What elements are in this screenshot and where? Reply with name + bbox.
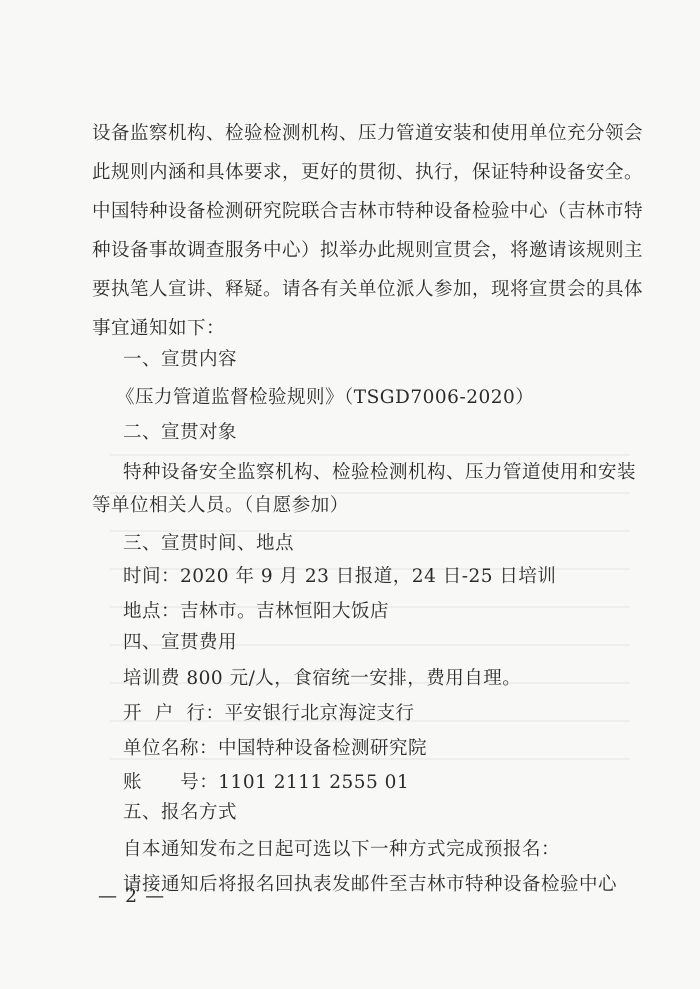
section-heading-5: 五、报名方式 xyxy=(123,802,238,823)
payee-line: 单位名称：中国特种设备检测研究院 xyxy=(123,738,428,759)
time-line: 时间：2020 年 9 月 23 日报道，24 日-25 日培训 xyxy=(123,566,557,587)
regulation-title: 《压力管道监督检验规则》（TSGD7006-2020） xyxy=(116,387,535,408)
page-number: — 2 — xyxy=(98,885,166,907)
section-heading-3: 三、宣贯时间、地点 xyxy=(123,533,295,554)
body-line-6: 事宜通知如下： xyxy=(92,318,226,339)
body-line-4: 种设备事故调查服务中心）拟举办此规则宣贯会，将邀请该规则主 xyxy=(92,240,644,261)
audience-line-2: 等单位相关人员。（自愿参加） xyxy=(92,495,349,516)
registration-line-1: 自本通知发布之日起可选以下一种方式完成预报名： xyxy=(123,839,561,860)
body-line-2: 此规则内涵和具体要求，更好的贯彻、执行，保证特种设备安全。 xyxy=(92,162,644,183)
section-heading-1: 一、宣贯内容 xyxy=(123,349,238,370)
section-heading-2: 二、宣贯对象 xyxy=(123,422,238,443)
registration-line-2: 请接通知后将报名回执表发邮件至吉林市特种设备检验中心 xyxy=(123,874,618,895)
audience-line-1: 特种设备安全监察机构、检验检测机构、压力管道使用和安装 xyxy=(123,462,637,483)
bank-line: 开 户 行：平安银行北京海淀支行 xyxy=(123,703,415,724)
account-line: 账 号：1101 2111 2555 01 xyxy=(123,772,410,793)
body-line-1: 设备监察机构、检验检测机构、压力管道安装和使用单位充分领会 xyxy=(92,123,644,144)
fee-line: 培训费 800 元/人，食宿统一安排，费用自理。 xyxy=(123,668,522,689)
section-heading-4: 四、宣贯费用 xyxy=(123,632,238,653)
body-line-3: 中国特种设备检测研究院联合吉林市特种设备检验中心（吉林市特 xyxy=(92,201,644,222)
location-line: 地点：吉林市。吉林恒阳大饭店 xyxy=(123,601,390,622)
body-line-5: 要执笔人宣讲、释疑。请各有关单位派人参加，现将宣贯会的具体 xyxy=(92,279,644,300)
